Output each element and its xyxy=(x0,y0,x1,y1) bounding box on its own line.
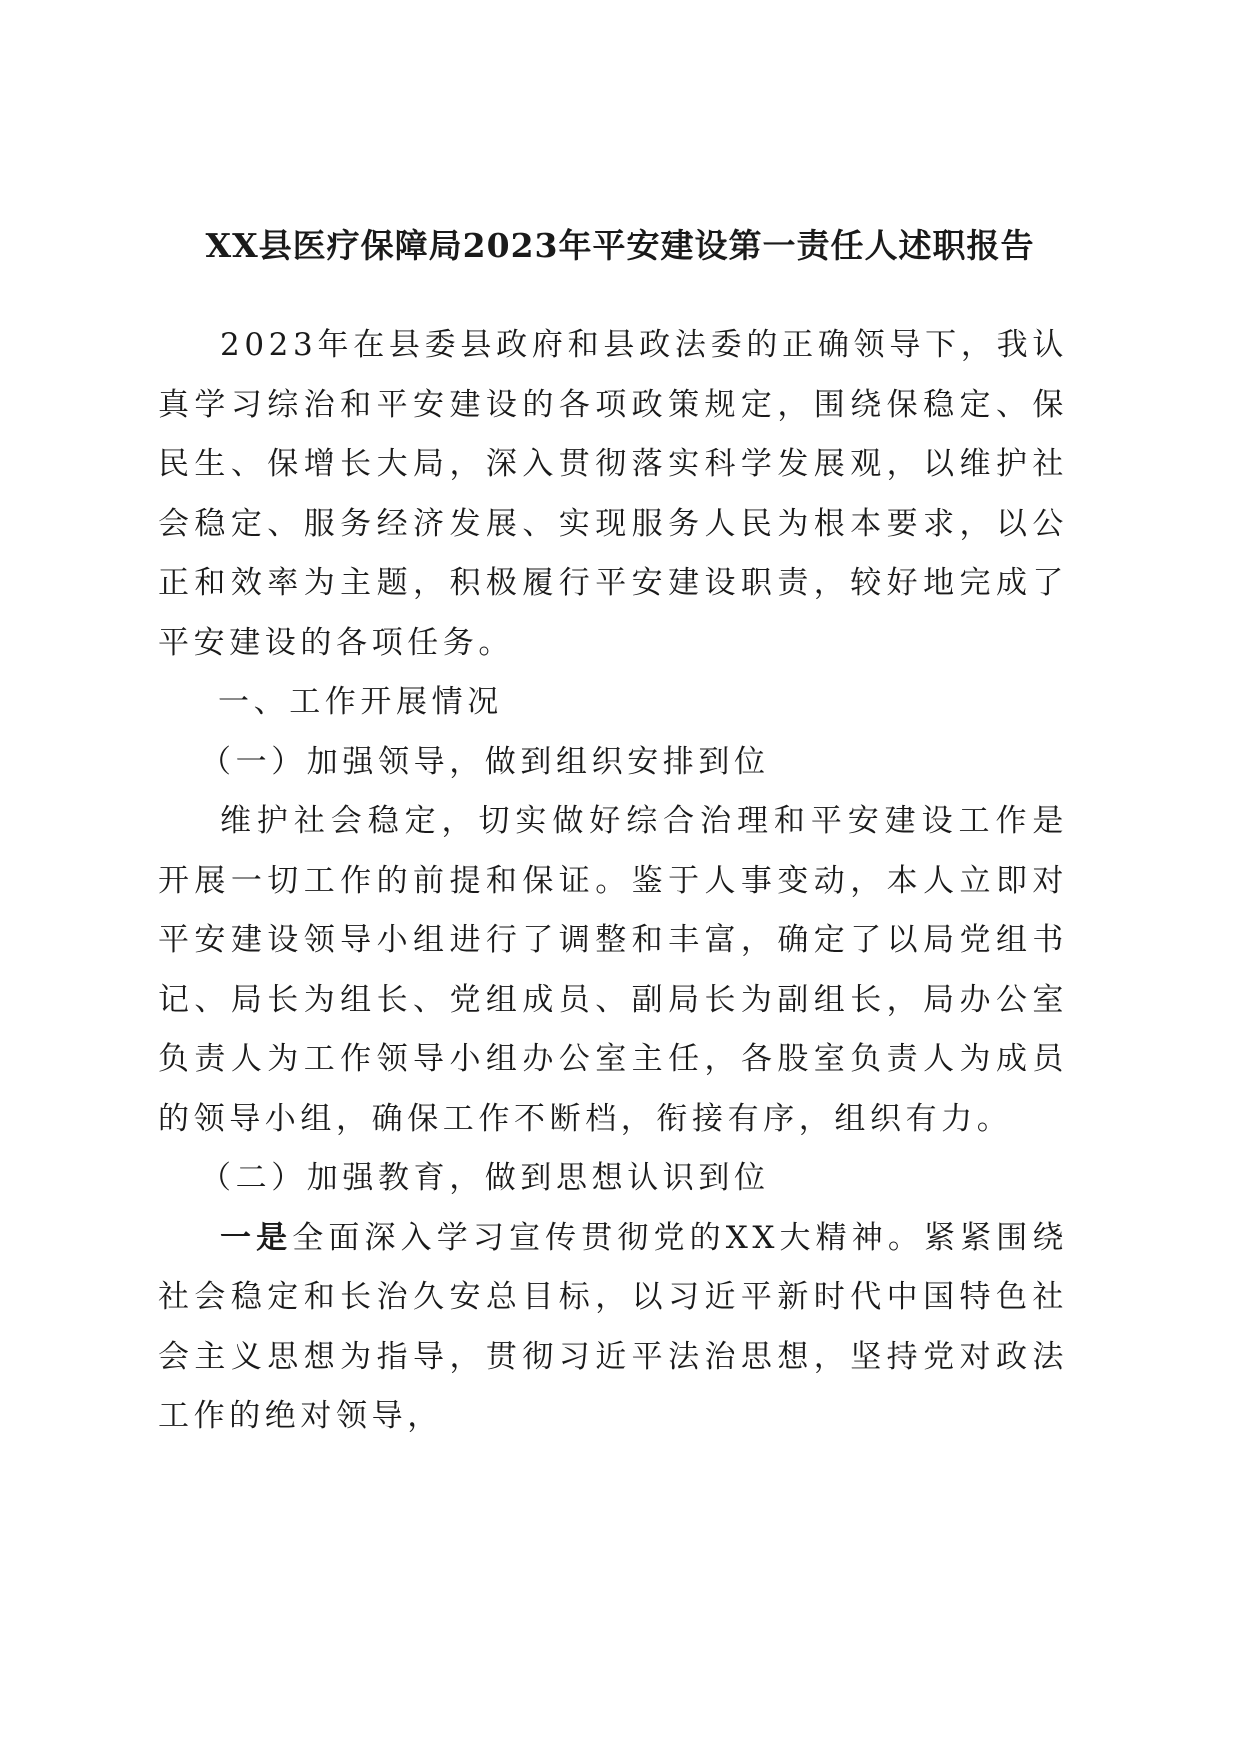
point-1-lead: 一是 xyxy=(220,1219,293,1256)
document-body xyxy=(158,316,1068,1447)
section-heading: 一、工作开展情况 xyxy=(218,684,503,720)
intro-paragraph: 2023年在县委县政府和县政法委的正确领导下，我认真学习综治和平安建设的各项政策规定，围绕保稳定、保民生、保增长大局，深入贯彻落实科学发展观，以维护社会稳定、服务经济发展、实现服务人民为根本要求，以公正和效率为主题，积极履行平安建设职责，较好地完成了平安建设的各项任务。 xyxy=(158,327,1068,661)
subsection-1-paragraph: 维护社会稳定，切实做好综合治理和平安建设工作是开展一切工作的前提和保证。鉴于人事变动，本人立即对平安建设领导小组进行了调整和丰富，确定了以局党组书记、局长为组长、党组成员、副局长为副组长，局办公室负责人为工作领导小组办公室主任，各股室负责人为成员的领导小组，确保工作不断档，衔接有序，组织有力。 xyxy=(158,803,1068,1137)
point-1-paragraph xyxy=(158,1209,1068,1447)
point-1-body: 全面深入学习宣传贯彻党的XX大精神。紧紧围绕社会稳定和长治久安总目标，以习近平新时代中国特色社会主义思想为指导，贯彻习近平法治思想，坚持党对政法工作的绝对领导， xyxy=(158,1219,1068,1434)
subsection-heading-1: （一）加强领导，做到组织安排到位 xyxy=(200,743,770,780)
document-title: XX县医疗保障局2023年平安建设第一责任人述职报告 xyxy=(205,226,1035,265)
subsection-heading-2: （二）加强教育，做到思想认识到位 xyxy=(200,1160,770,1196)
